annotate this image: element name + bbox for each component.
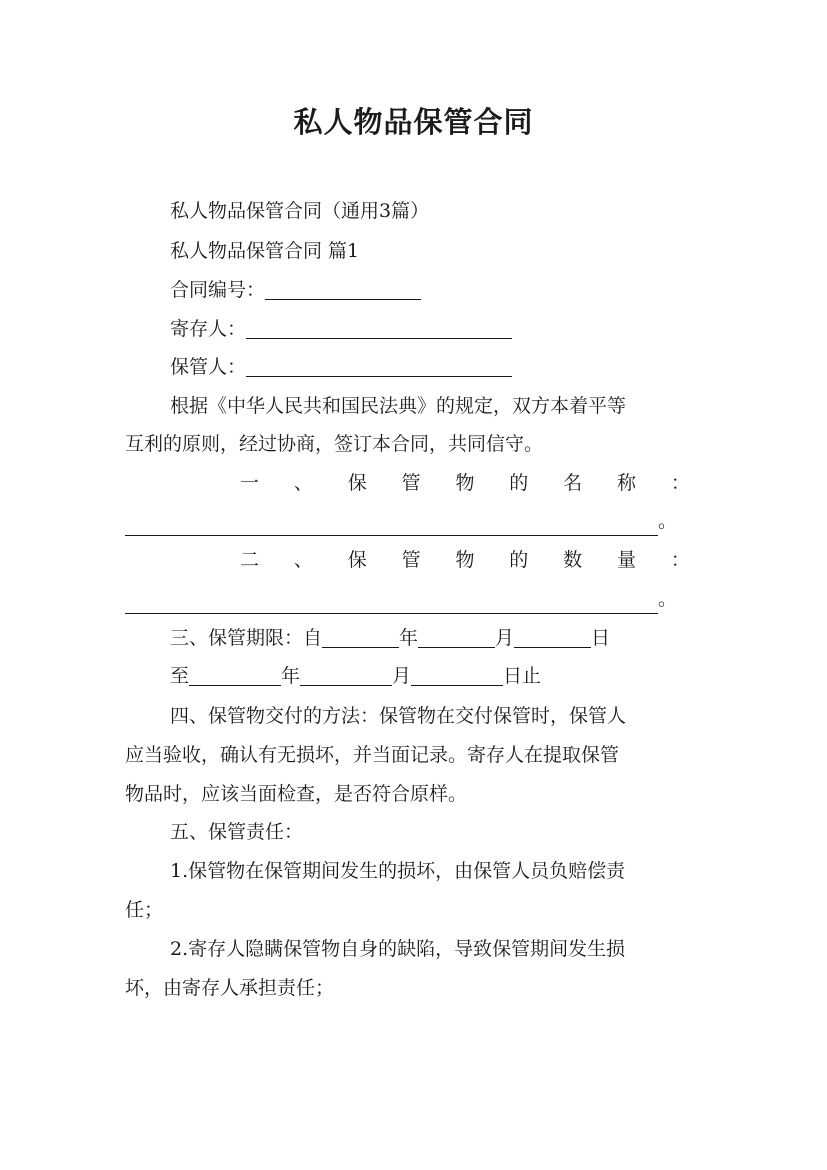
period-end-row xyxy=(170,661,705,691)
custodian-label: 保管人： xyxy=(170,356,247,378)
item-quantity-blank-row xyxy=(125,584,705,614)
item1-char: 保 xyxy=(347,472,367,494)
end-mark: 。 xyxy=(658,588,678,610)
clause4-line-2: 应当验收，确认有无损坏，并当面记录。寄存人在提取保管 xyxy=(125,744,620,766)
depositor-row xyxy=(170,314,705,344)
part-heading: 私人物品保管合同 篇1 xyxy=(170,240,360,262)
to-label: 至 xyxy=(170,665,190,687)
item2-char: 数 xyxy=(563,549,583,571)
item2-char: 二 xyxy=(240,549,260,571)
day-label: 日 xyxy=(591,627,611,649)
start-year-blank[interactable] xyxy=(322,625,399,648)
preamble-line-2: 互利的原则，经过协商，签订本合同，共同信守。 xyxy=(125,433,544,455)
item2-char: 保 xyxy=(347,549,367,571)
clause4-line-3: 物品时，应该当面检查，是否符合原样。 xyxy=(125,783,468,805)
year-label: 年 xyxy=(399,627,419,649)
document-title: 私人物品保管合同 xyxy=(293,105,534,139)
item1-char: 物 xyxy=(455,472,475,494)
month-label: 月 xyxy=(392,665,412,687)
period-start-row xyxy=(170,623,705,653)
day-end-label: 日止 xyxy=(503,665,542,687)
contract-number-label: 合同编号： xyxy=(170,279,266,301)
item1-char: ： xyxy=(670,472,690,494)
item-name-heading xyxy=(240,468,690,498)
clause5-heading: 五、保管责任： xyxy=(170,821,304,843)
clause5-2-line-1: 2.寄存人隐瞒保管物自身的缺陷，导致保管期间发生损 xyxy=(170,938,626,960)
clause5-1-line-2: 任； xyxy=(125,899,164,921)
clause5-1-line-1: 1.保管物在保管期间发生的损坏，由保管人员负赔偿责 xyxy=(170,860,626,882)
item2-char: 量 xyxy=(617,549,637,571)
contract-number-blank[interactable] xyxy=(265,277,421,300)
end-mark: 。 xyxy=(658,510,678,532)
item1-char: 、 xyxy=(293,472,313,494)
item-name-blank[interactable] xyxy=(125,513,658,536)
start-day-blank[interactable] xyxy=(514,625,591,648)
end-month-blank[interactable] xyxy=(300,663,392,686)
custodian-blank[interactable] xyxy=(246,354,512,377)
item-quantity-blank[interactable] xyxy=(125,591,658,614)
year-label: 年 xyxy=(281,665,301,687)
depositor-label: 寄存人： xyxy=(170,318,247,340)
depositor-blank[interactable] xyxy=(246,316,512,339)
clause4-line-1: 四、保管物交付的方法：保管物在交付保管时，保管人 xyxy=(170,705,627,727)
item1-char: 称 xyxy=(617,472,637,494)
month-label: 月 xyxy=(495,627,515,649)
subtitle: 私人物品保管合同（通用3篇） xyxy=(170,200,430,222)
item2-char: 管 xyxy=(401,549,421,571)
item2-char: 物 xyxy=(455,549,475,571)
clause5-2-line-2: 坏，由寄存人承担责任； xyxy=(125,977,335,999)
item-quantity-heading xyxy=(240,545,690,575)
start-month-blank[interactable] xyxy=(418,625,495,648)
end-day-blank[interactable] xyxy=(411,663,503,686)
item2-char: ： xyxy=(670,549,690,571)
item2-char: 的 xyxy=(509,549,529,571)
preamble-line-1: 根据《中华人民共和国民法典》的规定，双方本着平等 xyxy=(170,395,627,417)
item-name-blank-row xyxy=(125,506,705,536)
item1-char: 名 xyxy=(563,472,583,494)
end-year-blank[interactable] xyxy=(189,663,281,686)
contract-number-row xyxy=(170,275,705,305)
custodian-row xyxy=(170,352,705,382)
period-label: 三、保管期限：自 xyxy=(170,627,323,649)
item2-char: 、 xyxy=(293,549,313,571)
item1-char: 一 xyxy=(240,472,260,494)
item1-char: 管 xyxy=(401,472,421,494)
item1-char: 的 xyxy=(509,472,529,494)
